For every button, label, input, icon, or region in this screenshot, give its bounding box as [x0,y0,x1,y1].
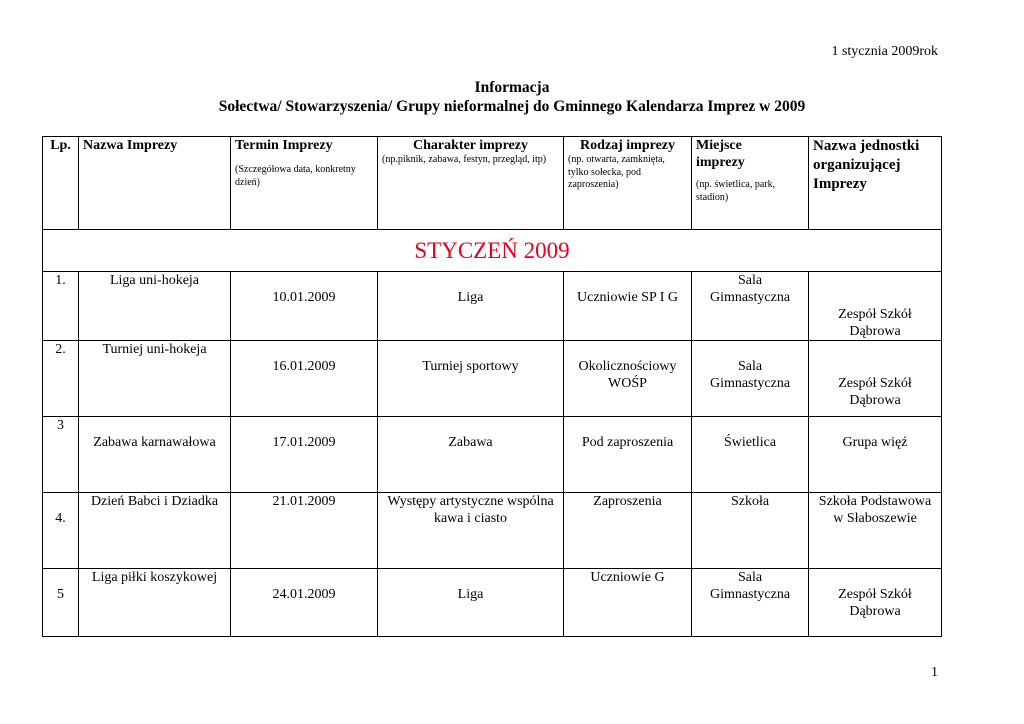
cell-miejsce-text: Świetlica [723,435,777,450]
cell-termin-text: 10.01.2009 [272,290,336,305]
cell-jednostka [809,341,942,417]
header-rodzaj-note: (np. otwarta, zamknięta, tylko sołecka, pod zaproszenia) [568,154,665,190]
header-jednostka-label-1: Nazwa jednostki [813,138,920,154]
cell-nazwa: Dzień Babci i Dziadka [79,493,231,569]
table-row [43,272,942,341]
cell-charakter [378,569,564,637]
cell-rodzaj [564,272,692,341]
cell-nazwa [79,417,231,493]
header-rodzaj-label: Rodzaj imprezy [580,138,675,153]
cell-charakter [378,493,564,569]
header-termin [231,137,378,230]
cell-rodzaj-line-1: Okolicznościowy [578,359,677,374]
cell-charakter-line-2: kawa i ciasto [433,511,508,526]
cell-miejsce-line-2: Gimnastyczna [709,587,791,602]
document-title: Informacja [474,79,550,96]
table-row [43,417,942,493]
cell-termin: 21.01.2009 [231,493,378,569]
cell-jednostka-line-2: Dąbrowa [849,604,901,619]
header-jednostka-label-2: organizującej [813,157,901,173]
cell-termin-text: 17.01.2009 [272,435,336,450]
header-termin-note: (Szczegółowa data, konkretny dzień) [235,164,356,188]
table-row [43,493,942,569]
header-jednostka-label-3: Imprezy [813,176,867,192]
header-rodzaj [564,137,692,230]
cell-jednostka-line-2: w Słaboszewie [833,511,917,526]
cell-charakter [378,341,564,417]
table-row [43,341,942,417]
cell-miejsce [692,569,809,637]
cell-miejsce-line-1: Sala [737,359,763,374]
cell-miejsce-line-2: Gimnastyczna [709,376,791,391]
cell-jednostka-line-1: Szkoła Podstawowa [818,494,932,509]
header-miejsce-label-2: imprezy [696,155,745,170]
cell-rodzaj-text: Uczniowie SP I G [577,290,678,305]
cell-termin [231,272,378,341]
cell-jednostka [809,493,942,569]
cell-termin [231,341,378,417]
document-date: 1 stycznia 2009rok [831,44,938,59]
cell-charakter-text: Liga [457,587,484,602]
cell-jednostka-line-1: Zespół Szkół [838,587,912,602]
month-row [43,230,942,272]
cell-charakter-text: Turniej sportowy [422,359,519,374]
cell-lp [43,493,79,569]
cell-miejsce: Szkoła [692,493,809,569]
header-miejsce-label-1: Miejsce [696,138,742,153]
header-termin-label: Termin Imprezy [235,138,333,153]
cell-nazwa-text: Zabawa karnawałowa [93,435,216,450]
cell-rodzaj [564,417,692,493]
header-jednostka [809,137,942,230]
cell-lp: 1. [43,272,79,341]
header-nazwa: Nazwa Imprezy [79,137,231,230]
cell-termin-text: 16.01.2009 [272,359,336,374]
cell-jednostka [809,417,942,493]
header-charakter-label: Charakter imprezy [413,138,528,153]
month-label: STYCZEŃ 2009 [43,230,942,272]
cell-charakter-line-1: Występy artystyczne wspólna [387,494,554,509]
cell-rodzaj-line-2: WOŚP [608,376,647,391]
table-row [43,569,942,637]
header-charakter-note: (np.piknik, zabawa, festyn, przegląd, itp) [382,154,547,165]
cell-rodzaj-text: Pod zaproszenia [581,435,674,450]
cell-lp-text: 5 [57,587,64,602]
cell-rodzaj: Uczniowie G [564,569,692,637]
cell-miejsce-line-2: Gimnastyczna [709,290,791,305]
cell-miejsce-line-1: Sala [737,273,763,288]
document-subtitle: Sołectwa/ Stowarzyszenia/ Grupy nieformalnej do Gminnego Kalendarza Imprez w 2009 [218,98,806,115]
cell-jednostka-line-1: Zespół Szkół [838,376,912,391]
cell-charakter-text: Zabawa [448,435,493,450]
cell-lp-text: 4. [55,511,66,526]
events-table [42,136,942,637]
header-lp: Lp. [43,137,79,230]
page-number: 1 [931,665,938,680]
cell-nazwa: Liga uni-hokeja [79,272,231,341]
header-miejsce [692,137,809,230]
cell-termin [231,569,378,637]
cell-charakter [378,417,564,493]
cell-miejsce [692,341,809,417]
cell-lp [43,569,79,637]
cell-miejsce [692,272,809,341]
cell-jednostka-text: Grupa więź [842,435,908,450]
cell-jednostka-line-1: Zespół Szkół [838,307,912,322]
cell-charakter-text: Liga [457,290,484,305]
cell-termin [231,417,378,493]
header-miejsce-note: (np. świetlica, park, stadion) [696,179,776,203]
cell-miejsce [692,417,809,493]
cell-termin-text: 24.01.2009 [272,587,336,602]
cell-jednostka-line-2: Dąbrowa [849,393,901,408]
cell-rodzaj: Zaproszenia [564,493,692,569]
header-charakter [378,137,564,230]
cell-charakter [378,272,564,341]
cell-rodzaj [564,341,692,417]
cell-lp: 2. [43,341,79,417]
cell-miejsce-line-1: Sala [737,570,763,585]
cell-lp: 3 [43,417,79,493]
cell-jednostka-line-2: Dąbrowa [849,324,901,339]
table-header-row [43,137,942,230]
cell-nazwa: Liga piłki koszykowej [79,569,231,637]
cell-jednostka [809,569,942,637]
cell-nazwa: Turniej uni-hokeja [79,341,231,417]
cell-jednostka [809,272,942,341]
